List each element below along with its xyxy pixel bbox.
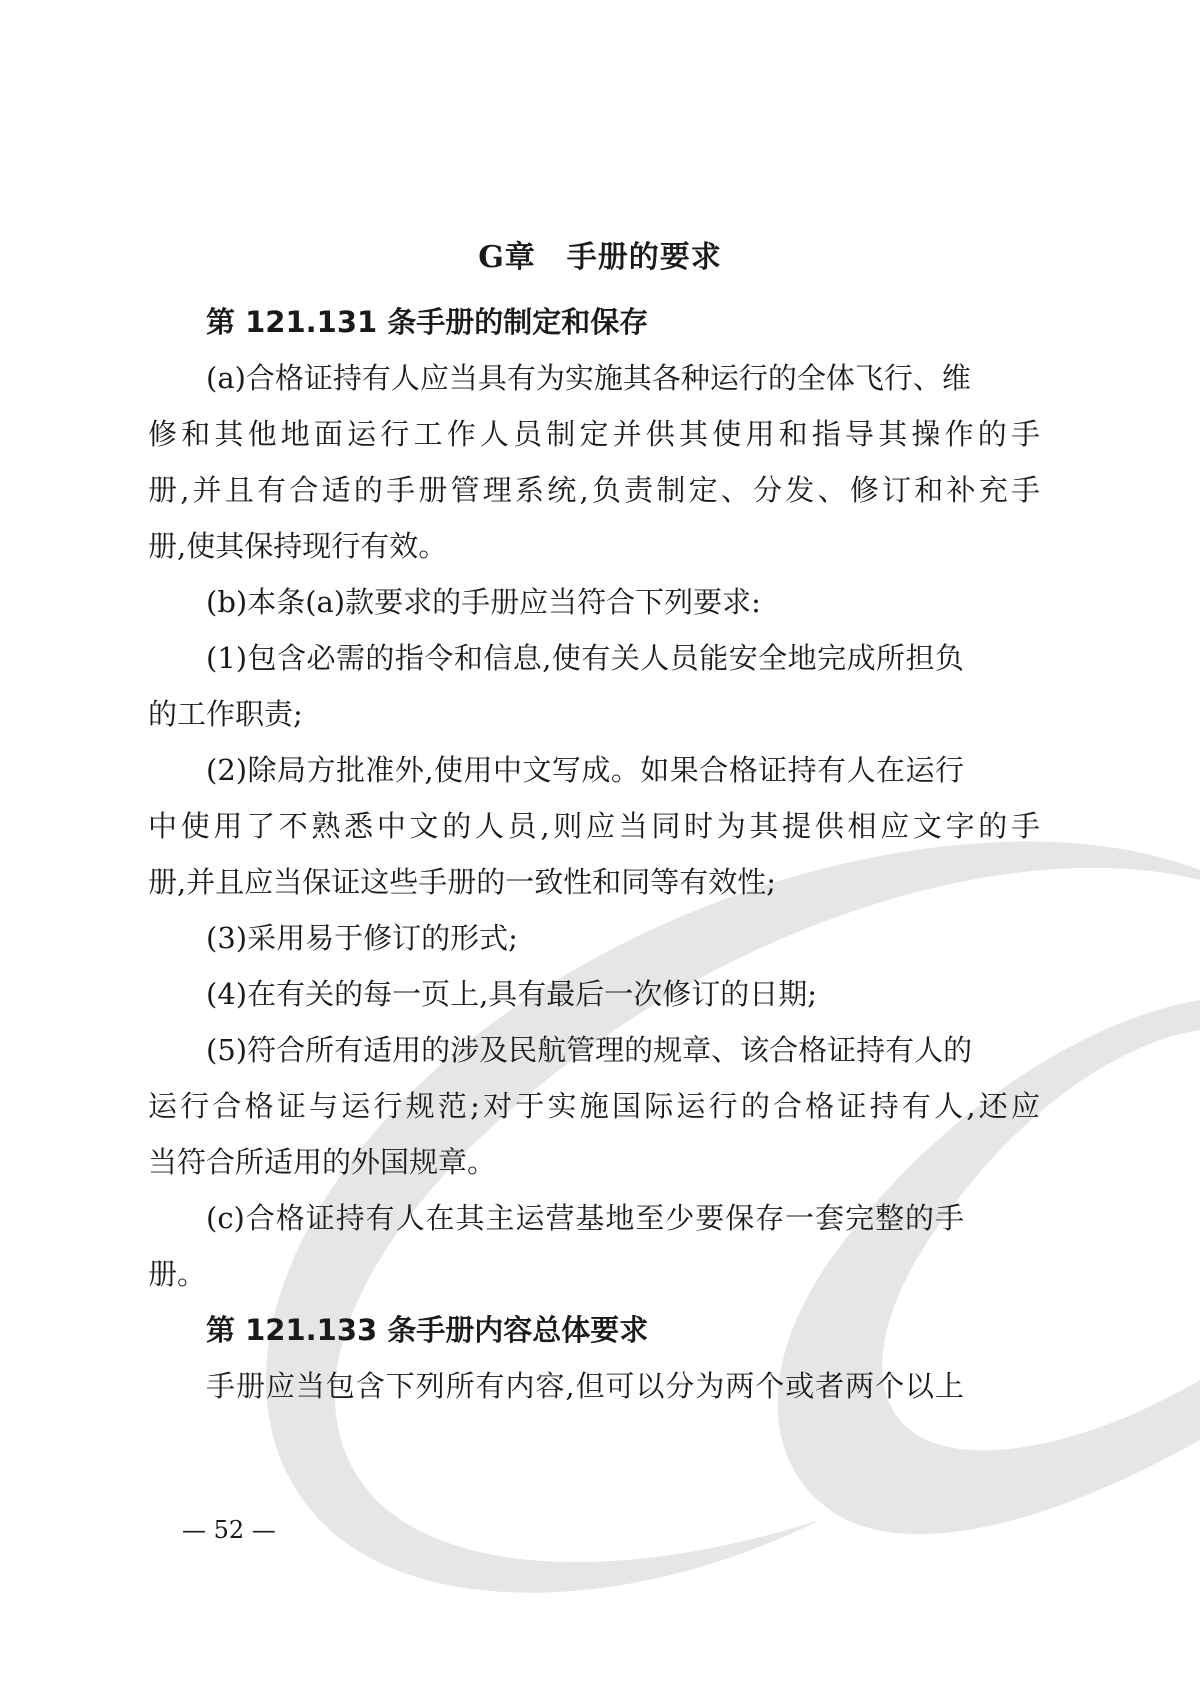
item-3-line-1: (3)采用易于修订的形式; — [206, 921, 518, 955]
item-2-line-2: 中使用了不熟悉中文的人员,则应当同时为其提供相应文字的手 — [148, 809, 1040, 843]
item-1-line-1: (1)包含必需的指令和信息,使有关人员能安全地完成所担负 — [206, 641, 964, 675]
section-heading-121-131: 第 121.131 条手册的制定和保存 — [206, 305, 649, 339]
page-number: — 52 — — [182, 1516, 276, 1544]
section-heading-121-133: 第 121.133 条手册内容总体要求 — [206, 1313, 649, 1347]
paragraph-c-line-2: 册。 — [148, 1257, 207, 1291]
paragraph-c-line-1: (c)合格证持有人在其主运营基地至少要保存一套完整的手 — [206, 1201, 964, 1235]
paragraph-a-line-1: (a)合格证持有人应当具有为实施其各种运行的全体飞行、维 — [206, 361, 971, 395]
item-1-line-2: 的工作职责; — [148, 697, 303, 731]
chapter-title: G章 手册的要求 — [478, 240, 722, 275]
item-5-line-2: 运行合格证与运行规范;对于实施国际运行的合格证持有人,还应 — [148, 1089, 1040, 1123]
item-2-line-1: (2)除局方批准外,使用中文写成。如果合格证持有人在运行 — [206, 753, 964, 787]
paragraph-a-line-4: 册,使其保持现行有效。 — [148, 529, 448, 563]
item-2-line-3: 册,并且应当保证这些手册的一致性和同等有效性; — [148, 865, 776, 899]
item-5-line-1: (5)符合所有适用的涉及民航管理的规章、该合格证持有人的 — [206, 1033, 973, 1067]
item-4-line-1: (4)在有关的每一页上,具有最后一次修订的日期; — [206, 977, 818, 1011]
paragraph-b-line-1: (b)本条(a)款要求的手册应当符合下列要求: — [206, 585, 761, 619]
item-5-line-3: 当符合所适用的外国规章。 — [148, 1145, 497, 1179]
paragraph-a-line-3: 册,并且有合适的手册管理系统,负责制定、分发、修订和补充手 — [148, 473, 1040, 507]
manual-content-line-1: 手册应当包含下列所有内容,但可以分为两个或者两个以上 — [206, 1369, 964, 1403]
paragraph-a-line-2: 修和其他地面运行工作人员制定并供其使用和指导其操作的手 — [148, 417, 1040, 451]
